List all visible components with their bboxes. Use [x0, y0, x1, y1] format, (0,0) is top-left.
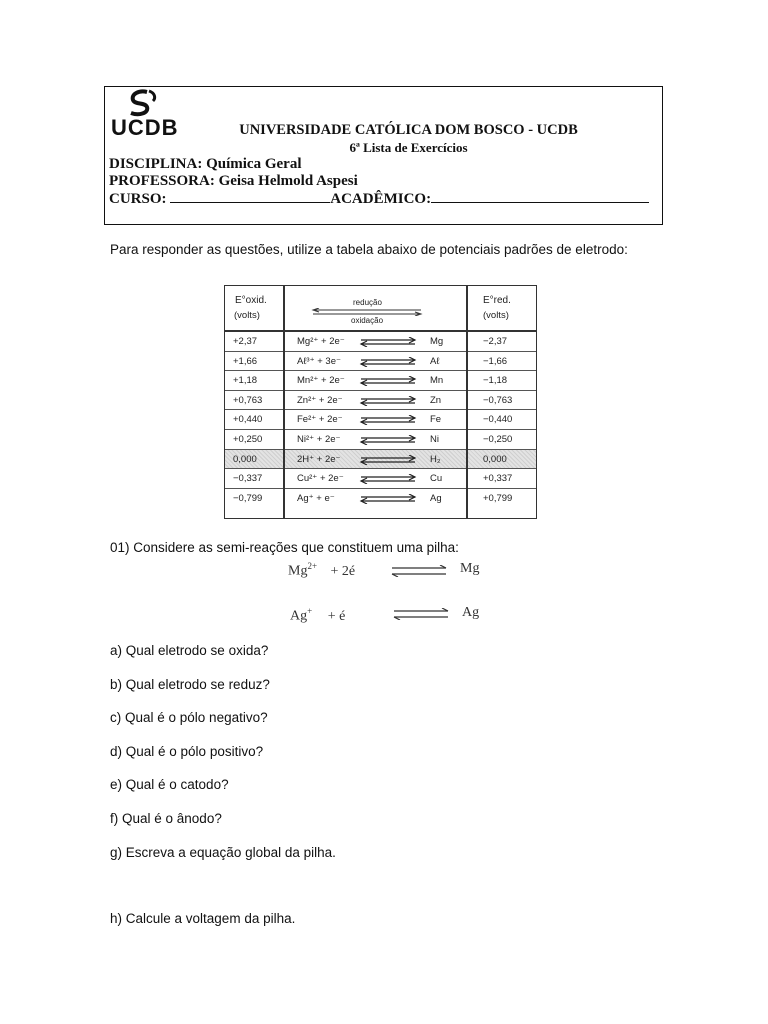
equilibrium-arrow-icon — [359, 396, 417, 406]
half-reaction-right: Mg — [430, 336, 444, 347]
equation-2 — [290, 606, 345, 625]
col3-header: E°red. — [483, 295, 511, 306]
eq1-charge: 2+ — [307, 561, 318, 571]
half-reaction-right: Ni — [430, 434, 439, 445]
academico-label: ACADÊMICO: — [330, 191, 432, 207]
table-body — [225, 332, 536, 518]
eq2-charge: + — [307, 606, 313, 616]
header-box — [104, 86, 663, 225]
half-reaction-right: Ag — [430, 492, 442, 504]
equilibrium-arrow-icon — [359, 435, 417, 445]
table-row — [225, 371, 536, 391]
eq1-equilibrium-arrow-icon — [390, 565, 448, 577]
ered-value: +0,337 — [483, 473, 513, 485]
eq1-right: Mg — [460, 561, 480, 576]
equilibrium-arrow-icon — [359, 376, 417, 386]
eox-value: +0,440 — [233, 414, 263, 426]
equilibrium-arrow-icon — [359, 474, 417, 484]
equilibrium-arrow-icon — [359, 455, 417, 465]
university-title: UNIVERSIDADE CATÓLICA DOM BOSCO - UCDB — [239, 122, 578, 138]
table-row — [225, 391, 536, 411]
table-row — [225, 430, 536, 450]
ered-value: −0,250 — [483, 434, 513, 445]
half-reaction-right: H₂ — [430, 453, 441, 465]
question-item-b: b) Qual eletrodo se reduz? — [110, 677, 270, 692]
half-reaction-right: Aℓ — [430, 355, 440, 367]
equilibrium-arrow-icon — [359, 494, 417, 504]
ered-value: −0,440 — [483, 414, 513, 426]
academico-blank[interactable] — [431, 190, 649, 203]
table-row — [225, 410, 536, 430]
ered-value: −0,763 — [483, 394, 513, 406]
list-title: 6ª Lista de Exercícios — [349, 140, 468, 155]
eq1-electrons: + 2é — [330, 563, 356, 579]
eox-value: −0,799 — [233, 492, 263, 504]
equilibrium-arrow-icon — [359, 337, 417, 347]
disciplina-line: DISCIPLINA: Química Geral — [109, 156, 302, 172]
eox-value: −0,337 — [233, 473, 263, 485]
half-reaction-left: Aℓ³⁺ + 3e⁻ — [297, 355, 341, 367]
curso-label: CURSO: — [109, 191, 167, 207]
ered-value: −1,66 — [483, 355, 508, 367]
col1-header: E°oxid. — [235, 295, 267, 306]
half-reaction-right: Mn — [430, 375, 444, 387]
half-reaction-left: Ni²⁺ + 2e⁻ — [297, 434, 341, 445]
eq1-left: Mg — [288, 563, 308, 579]
half-reaction-left: Ag⁺ + e⁻ — [297, 492, 335, 504]
reducao-label: redução — [353, 298, 382, 307]
half-reaction-left: Fe²⁺ + 2e⁻ — [297, 414, 343, 426]
question-item-f: f) Qual é o ânodo? — [110, 811, 222, 826]
eox-value: +1,18 — [233, 375, 258, 387]
oxidacao-label: oxidação — [351, 316, 384, 325]
half-reaction-left: Cu²⁺ + 2e⁻ — [297, 473, 344, 485]
table-row — [225, 469, 536, 489]
table-row — [225, 332, 536, 352]
eq2-equilibrium-arrow-icon — [392, 608, 450, 620]
half-reaction-left: Zn²⁺ + 2e⁻ — [297, 394, 343, 406]
electrode-potential-table — [224, 285, 537, 519]
ered-value: +0,799 — [483, 492, 513, 504]
question-item-g: g) Escreva a equação global da pilha. — [110, 845, 336, 860]
ered-value: 0,000 — [483, 453, 507, 465]
question-item-e: e) Qual é o catodo? — [110, 777, 229, 792]
col-divider-1 — [283, 286, 285, 518]
half-reaction-right: Fe — [430, 414, 442, 426]
col-divider-2 — [466, 286, 468, 518]
half-reaction-left: Mg²⁺ + 2e⁻ — [297, 336, 345, 347]
question-item-c: c) Qual é o pólo negativo? — [110, 710, 268, 725]
eox-value: +1,66 — [233, 355, 258, 367]
question-1-text: 01) Considere as semi-reações que constituem uma pilha: — [110, 540, 459, 555]
logo-text: UCDB — [111, 115, 179, 140]
eox-value: +2,37 — [233, 336, 258, 347]
eq2-left: Ag — [290, 608, 308, 624]
half-reaction-left: Mn²⁺ + 2e⁻ — [297, 375, 345, 387]
half-reaction-left: 2H⁺ + 2e⁻ — [297, 453, 341, 465]
eox-value: +0,250 — [233, 434, 263, 445]
equilibrium-arrow-icon — [359, 357, 417, 367]
question-item-d: d) Qual é o pólo positivo? — [110, 744, 264, 759]
table-row — [225, 489, 536, 509]
eox-value: +0,763 — [233, 394, 263, 406]
professora-line: PROFESSORA: Geisa Helmold Aspesi — [109, 173, 358, 189]
eq2-right: Ag — [462, 605, 480, 620]
ucdb-emblem-icon — [125, 89, 161, 117]
equation-1 — [288, 561, 355, 580]
question-item-h: h) Calcule a voltagem da pilha. — [110, 911, 296, 926]
ered-value: −1,18 — [483, 375, 508, 387]
col3-subheader: (volts) — [483, 310, 509, 321]
ered-value: −2,37 — [483, 336, 508, 347]
header-double-arrow-icon — [311, 308, 423, 316]
table-row — [225, 352, 536, 372]
question-item-a: a) Qual eletrodo se oxida? — [110, 643, 269, 658]
half-reaction-right: Zn — [430, 394, 442, 406]
half-reaction-right: Cu — [430, 473, 443, 485]
table-row — [225, 450, 536, 470]
intro-text: Para responder as questões, utilize a tabela abaixo de potenciais padrões de eletrodo: — [110, 242, 628, 257]
eq2-electrons: + é — [327, 608, 346, 624]
curso-blank[interactable] — [170, 190, 330, 203]
equilibrium-arrow-icon — [359, 415, 417, 425]
col1-subheader: (volts) — [234, 310, 260, 321]
eox-value: 0,000 — [233, 453, 257, 465]
curso-line — [109, 190, 649, 208]
